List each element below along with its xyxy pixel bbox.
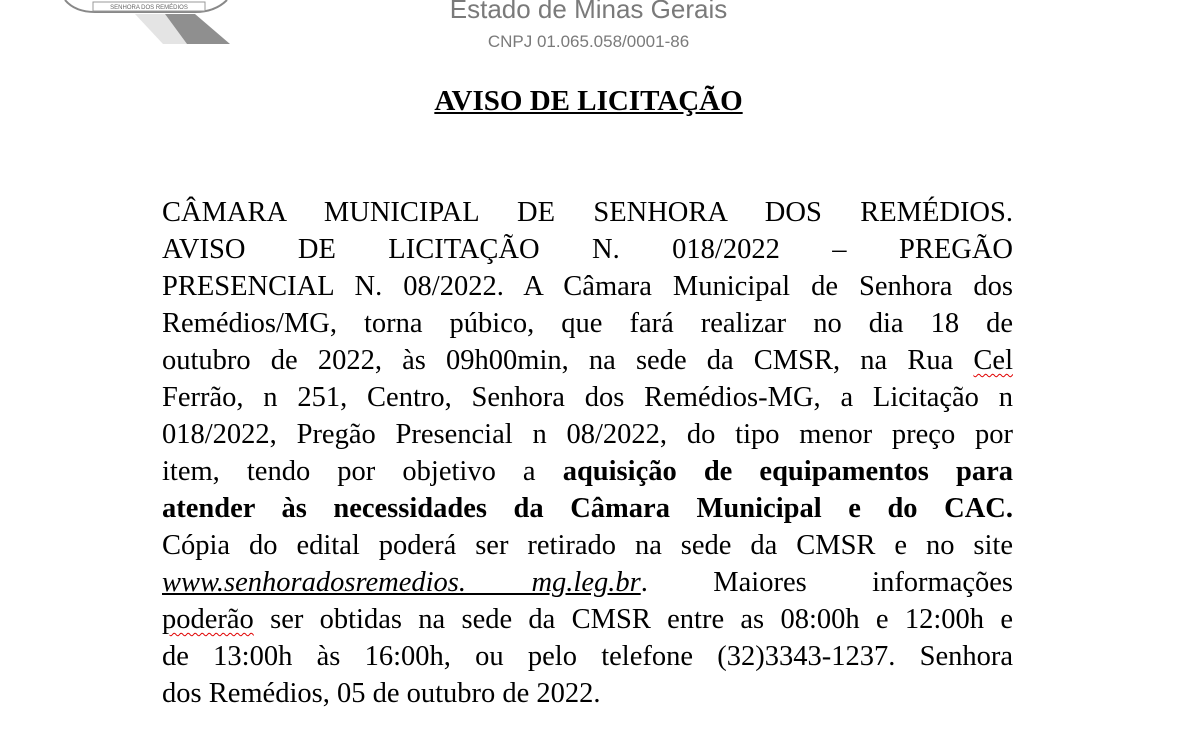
text: ser obtidas na sede da CMSR entre as 08:00h e 12:00h e xyxy=(253,604,1013,635)
body-line: dos Remédios, 05 de outubro de 2022. xyxy=(162,678,601,709)
body-line: atender às necessidades da Câmara Municipal e do CAC. xyxy=(162,493,1013,524)
body-line: Remédios/MG, torna púbico, que fará realizar no dia 18 de xyxy=(162,308,1013,339)
body-line: PRESENCIAL N. 08/2022. A Câmara Municipal de Senhora dos xyxy=(162,271,1013,302)
body-line: 018/2022, Pregão Presencial n 08/2022, do tipo menor preço por xyxy=(162,419,1013,450)
body-line: Ferrão, n 251, Centro, Senhora dos Remédios-MG, a Licitação n xyxy=(162,382,1013,413)
body-line xyxy=(162,601,1013,638)
body-line xyxy=(162,453,1013,490)
cnpj: CNPJ 01.065.058/0001-86 xyxy=(487,32,690,51)
body-line xyxy=(162,564,1013,601)
page-title: AVISO DE LICITAÇÃO xyxy=(434,85,743,117)
spellcheck-word: Cel xyxy=(973,345,1013,376)
website-link[interactable]: www.senhoradosremedios. mg.leg.br xyxy=(162,567,641,598)
body-line xyxy=(162,342,1013,379)
body-line: de 13:00h às 16:00h, ou pelo telefone (32)3343-1237. Senhora xyxy=(162,641,1013,672)
text: . Maiores informações xyxy=(640,567,1014,598)
notice-body xyxy=(162,194,1013,712)
svg-text:SENHORA DOS REMÉDIOS: SENHORA DOS REMÉDIOS xyxy=(110,5,188,11)
state-name: Estado de Minas Gerais xyxy=(449,0,728,24)
body-line: Cópia do edital poderá ser retirado na sede da CMSR e no site xyxy=(162,530,1013,561)
bold-text: aquisição de equipamentos para xyxy=(562,456,1013,487)
spellcheck-word: poderão xyxy=(162,604,254,635)
body-line: CÂMARA MUNICIPAL DE SENHORA DOS REMÉDIOS. xyxy=(162,197,1013,228)
text: outubro de 2022, às 09h00min, na sede da CMSR, na Rua xyxy=(162,345,974,376)
body-line: AVISO DE LICITAÇÃO N. 018/2022 – PREGÃO xyxy=(162,234,1013,265)
text: item, tendo por objetivo a xyxy=(162,456,563,487)
